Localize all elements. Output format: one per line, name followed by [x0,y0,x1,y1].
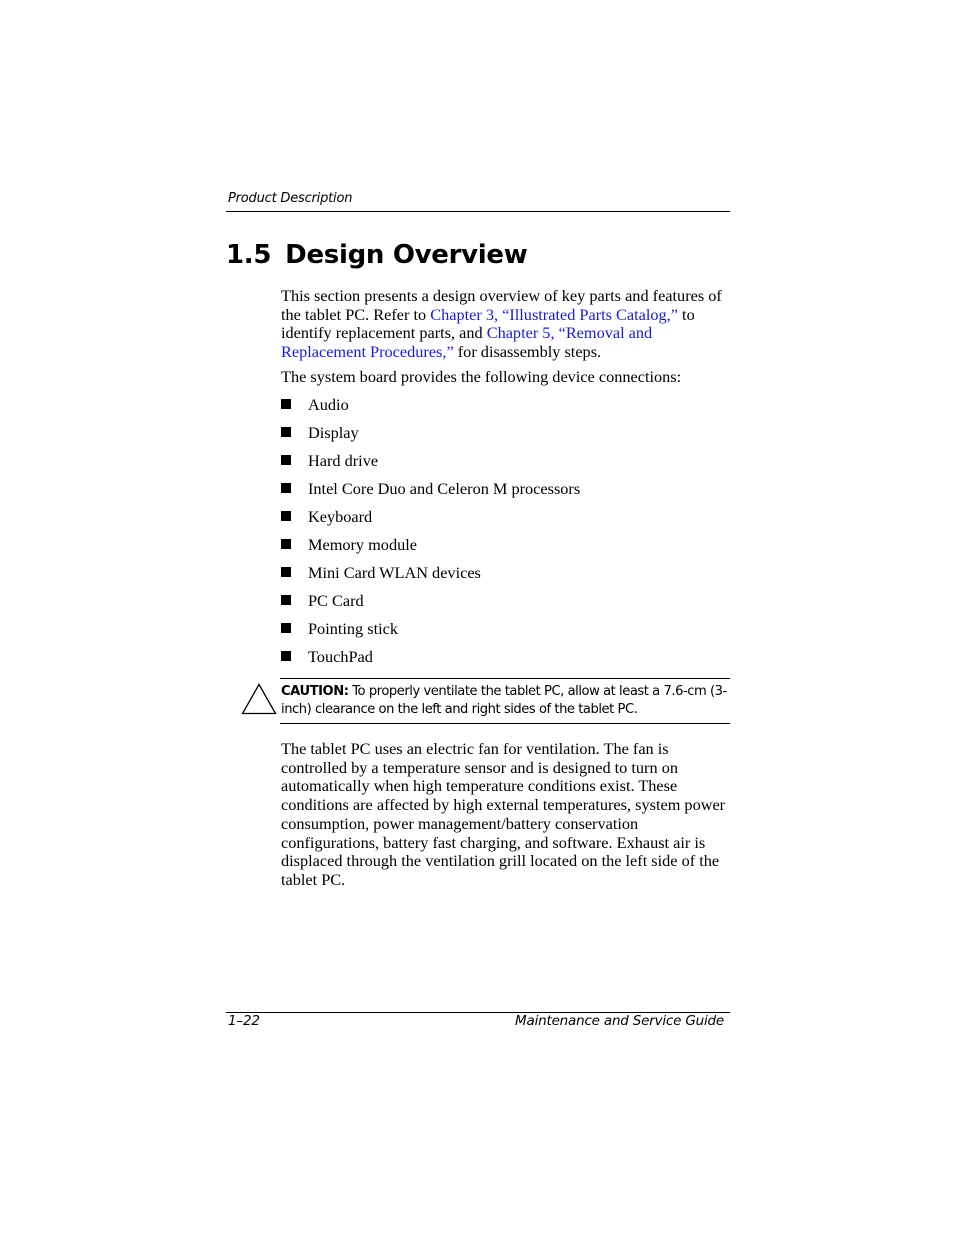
list-item-label: Keyboard [308,507,373,526]
list-item [281,590,580,618]
list-item-label: Display [308,423,359,442]
caution-bottom-rule [280,723,730,724]
guide-title: Maintenance and Service Guide [515,1013,724,1029]
square-bullet-icon [281,539,291,549]
list-item [281,646,580,674]
section-title: Design Overview [285,240,528,270]
list-item [281,450,580,478]
header-rule [226,211,730,212]
device-connections-list [281,394,580,674]
list-item-label: TouchPad [308,647,373,666]
page-number: 1–22 [228,1013,260,1029]
intro-text-2: to identify replacement parts, and [281,304,695,343]
caution-triangle-icon [241,683,277,715]
running-header: Product Description [228,191,353,206]
list-item-label: Pointing stick [308,619,399,638]
list-item-label: Hard drive [308,451,379,470]
caution-label: CAUTION: [281,684,349,699]
list-item-label: Audio [308,395,349,414]
list-item-label: Memory module [308,535,417,554]
list-item-label: PC Card [308,591,364,610]
chapter-5-link[interactable]: Chapter 5, “Removal and Replacement Procedures,” [281,323,653,362]
square-bullet-icon [281,567,291,577]
intro-text-1: This section presents a design overview of key parts and features of the tablet PC. Refer to [281,286,722,324]
square-bullet-icon [281,651,291,661]
list-item [281,534,580,562]
caution-top-rule [280,678,730,679]
square-bullet-icon [281,427,291,437]
section-heading [226,240,527,270]
list-item [281,562,580,590]
section-number: 1.5 [226,240,272,270]
connections-lead: The system board provides the following device connections: [281,367,682,386]
list-item-label: Mini Card WLAN devices [308,563,481,582]
list-item [281,506,580,534]
caution-note [281,683,730,719]
chapter-3-link[interactable]: Chapter 3, “Illustrated Parts Catalog,” [430,304,678,324]
list-item [281,478,580,506]
caution-text: To properly ventilate the tablet PC, allow at least a 7.6-cm (3-inch) clearance on the left and right sides of the tablet PC. [281,684,727,717]
intro-text-3: for disassembly steps. [453,342,602,362]
ventilation-paragraph: The tablet PC uses an electric fan for ventilation. The fan is controlled by a temperature sensor and is designed to turn on automatically when high temperature conditions exist. These conditions are affected by high external temperatures, system power consumption, power management/battery conservation configurations, battery fast charging, and software. Exhaust air is displaced through the ventilation grill located on the left side of the tablet PC. [281,739,726,889]
square-bullet-icon [281,399,291,409]
list-item [281,394,580,422]
square-bullet-icon [281,623,291,633]
square-bullet-icon [281,595,291,605]
square-bullet-icon [281,483,291,493]
list-item [281,618,580,646]
list-item-label: Intel Core Duo and Celeron M processors [308,479,581,498]
square-bullet-icon [281,455,291,465]
intro-paragraph [281,287,730,362]
list-item [281,422,580,450]
square-bullet-icon [281,511,291,521]
